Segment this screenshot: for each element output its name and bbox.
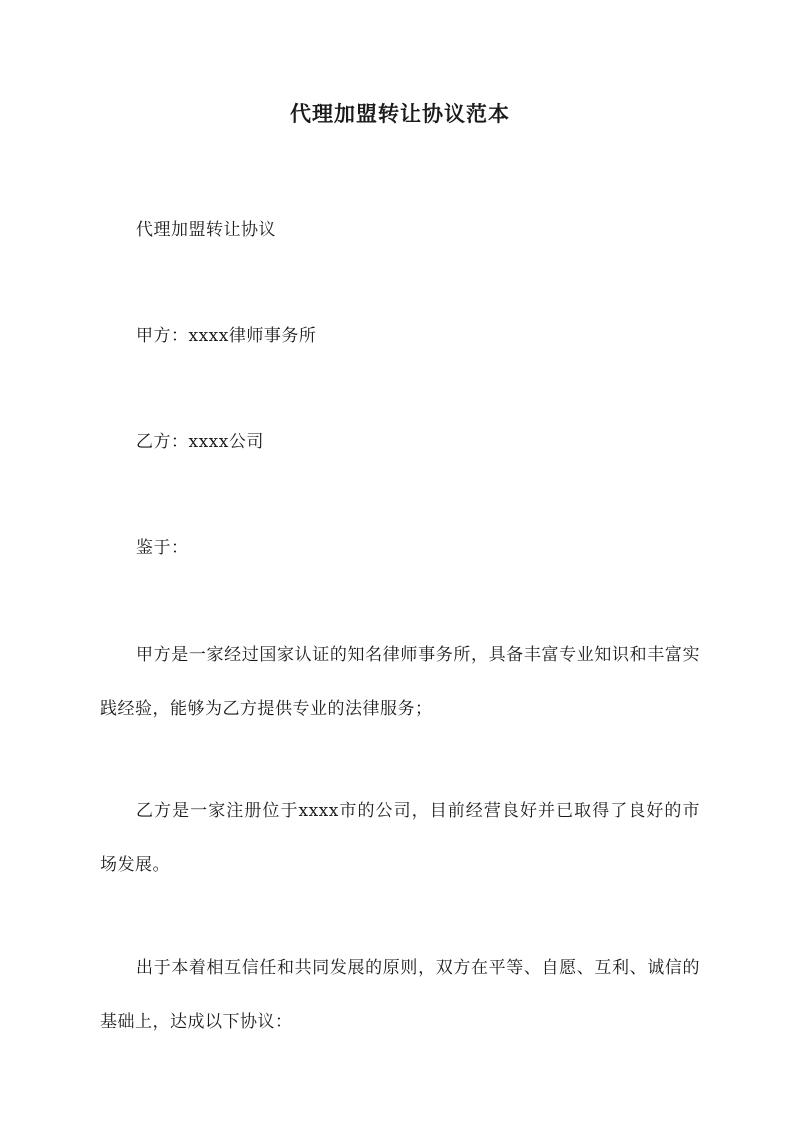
agreement-heading: 代理加盟转让协议 xyxy=(136,220,276,240)
party-b-line: 乙方：xxxx公司 xyxy=(136,432,264,452)
party-a-line: 甲方：xxxx律师事务所 xyxy=(136,326,317,346)
party-a-description: 甲方是一家经过国家认证的知名律师事务所，具备丰富专业知识和丰富实践经验，能够为乙方提供专业的法律服务； xyxy=(100,645,700,719)
party-b-description: 乙方是一家注册位于xxxx市的公司，目前经营良好并已取得了良好的市场发展。 xyxy=(100,801,700,875)
agreement-principle: 出于本着相互信任和共同发展的原则，双方在平等、自愿、互利、诚信的基础上，达成以下协议： xyxy=(100,958,700,1032)
document-title: 代理加盟转让协议范本 xyxy=(290,101,510,126)
whereas-line: 鉴于： xyxy=(136,538,189,558)
